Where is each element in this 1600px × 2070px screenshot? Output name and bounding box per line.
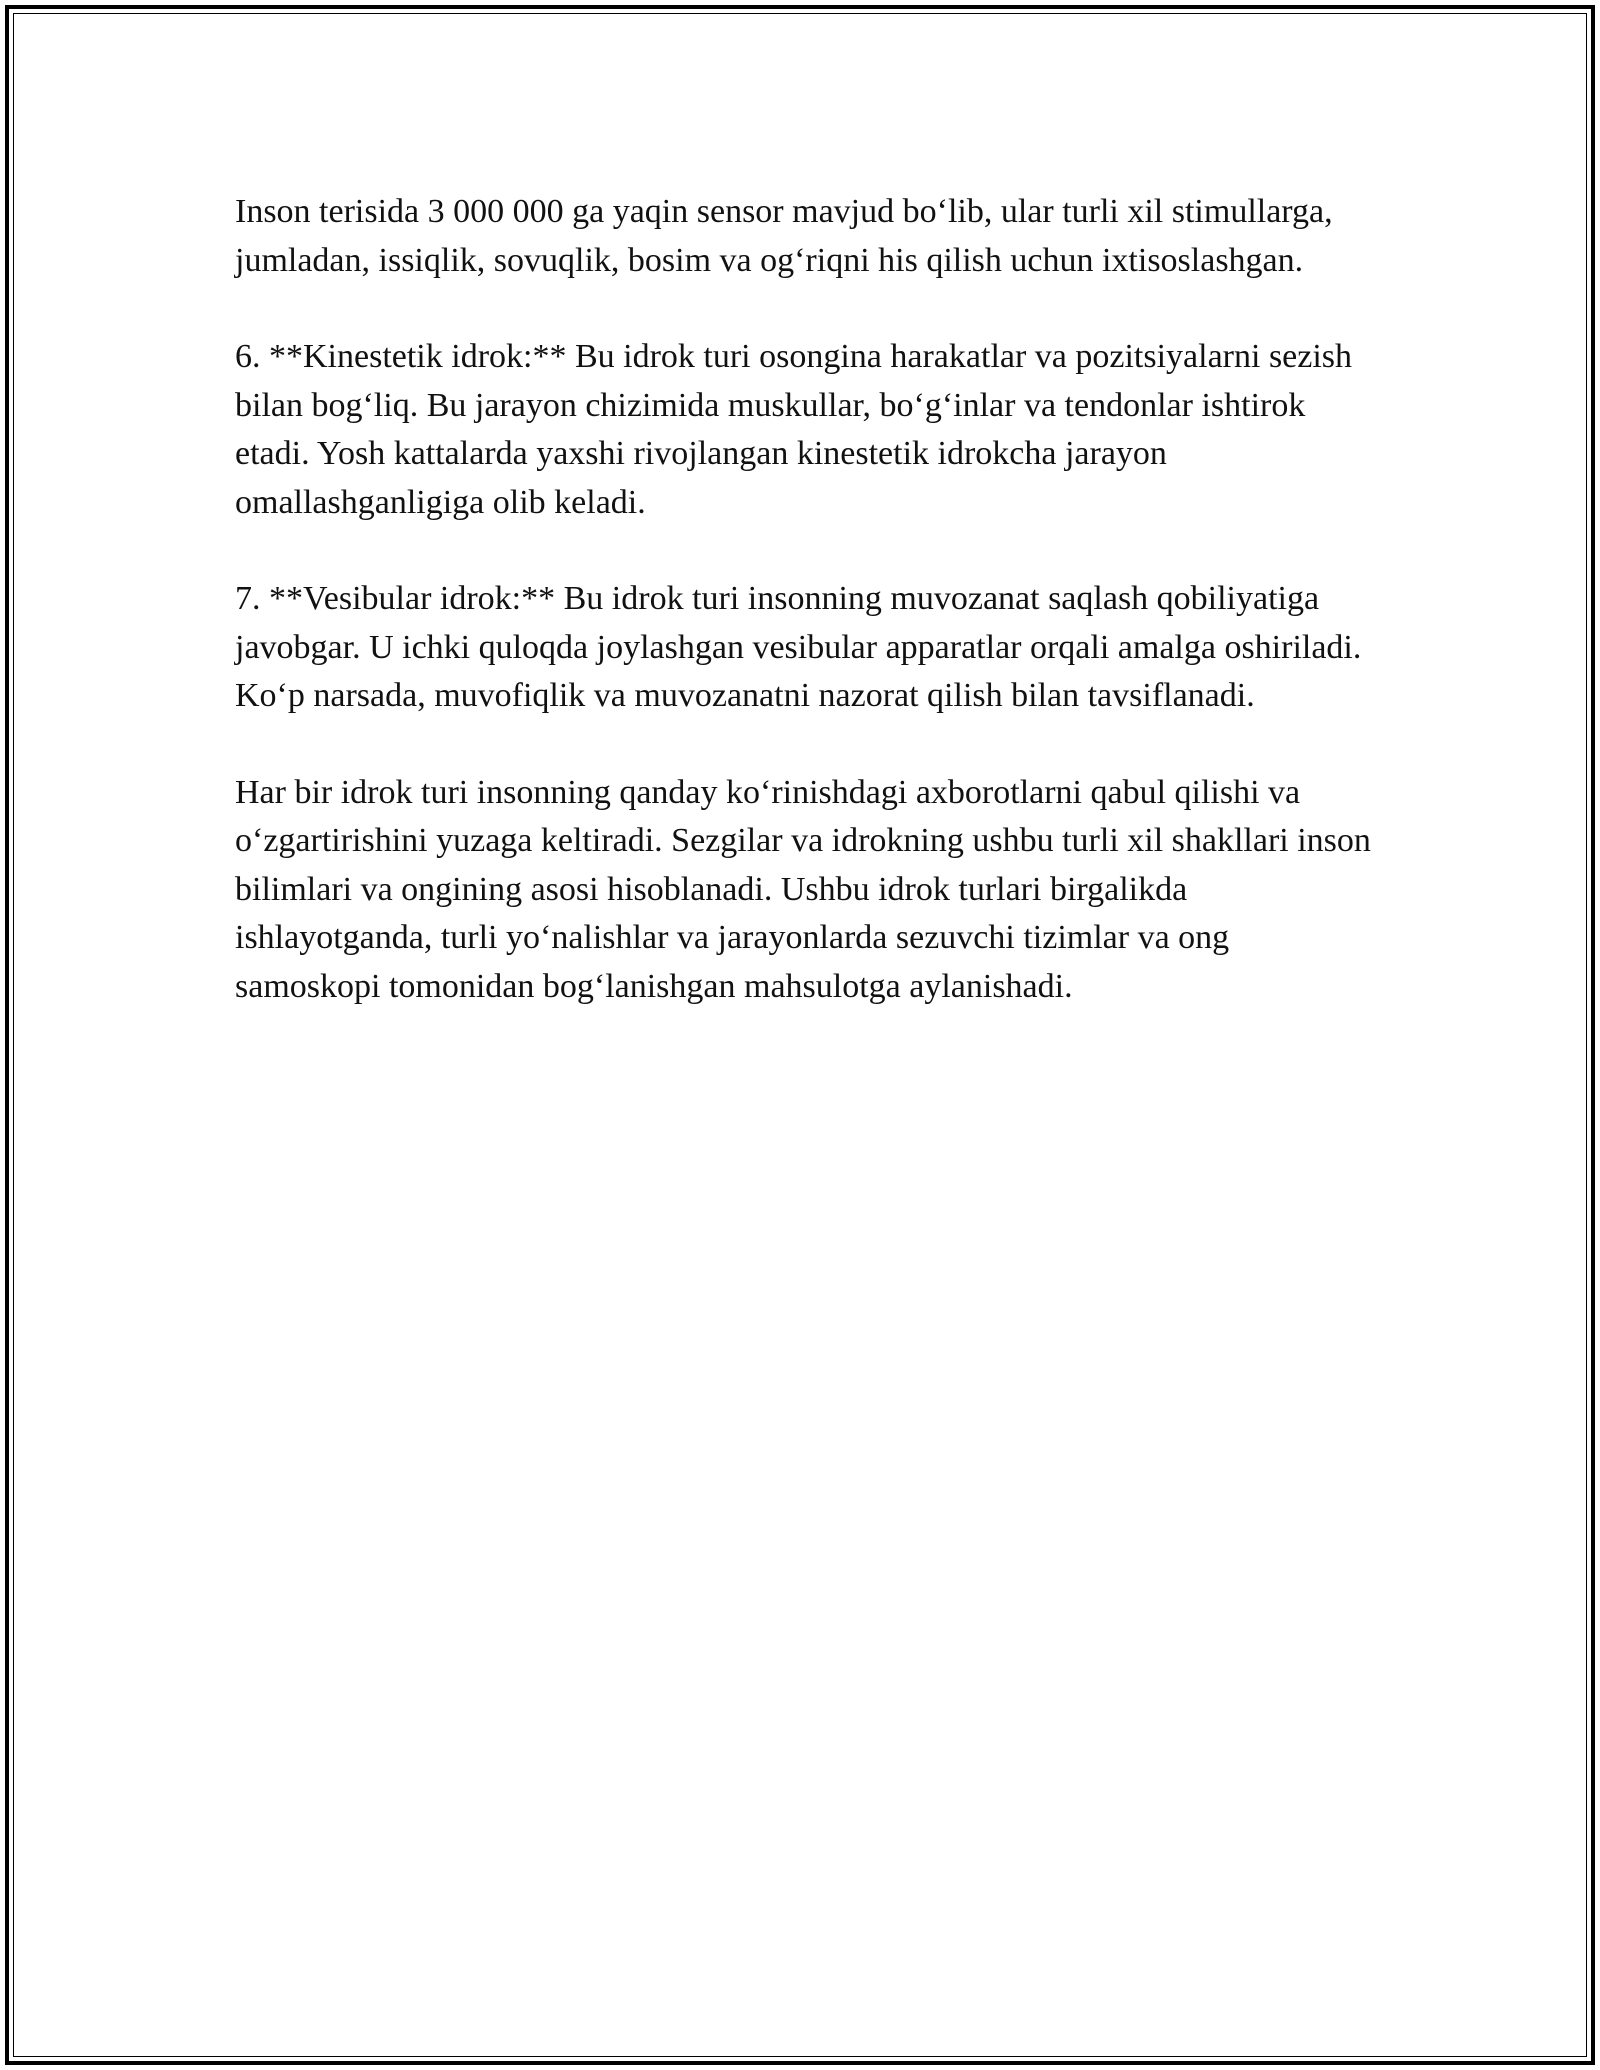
paragraph-skin-sensors: Inson terisida 3 000 000 ga yaqin sensor mavjud bo‘lib, ular turli xil stimullarga, jumladan, issiqlik, sovuqlik, bosim va og‘riqni his qilish uchun ixtisoslashgan. — [235, 193, 1333, 279]
paragraph-summary: Har bir idrok turi insonning qanday ko‘rinishdagi axborotlarni qabul qilishi va o‘zgartirishini yuzaga keltiradi. Sezgilar va idrokning ushbu turli xil shakllari inson bilimlari va ongining asosi hisoblanadi. Ushbu idrok turlari birgalikda ishlayotganda, turli yo‘nalishlar va jarayonlarda sezuvchi tizimlar va ong samoskopi tomonidan bog‘lanishgan mahsulotga aylanishadi. — [235, 773, 1371, 1005]
paragraph-kinesthetic-perception: 6. **Kinestetik idrok:** Bu idrok turi osongina harakatlar va pozitsiyalarni sezish bilan bog‘liq. Bu jarayon chizimida muskullar, bo‘g‘inlar va tendonlar ishtirok etadi. Yosh kattalarda yaxshi rivojlangan kinestetik idrokcha jarayon omallashganligiga olib keladi. — [235, 338, 1353, 521]
paragraph-vestibular-perception: 7. **Vesibular idrok:** Bu idrok turi insonning muvozanat saqlash qobiliyatiga javobgar. U ichki quloqda joylashgan vesibular apparatlar orqali amalga oshiriladi. Ko‘p narsada, muvofiqlik va muvozanatni nazorat qilish bilan tavsiflanadi. — [235, 580, 1362, 714]
document-body — [235, 188, 1375, 1059]
